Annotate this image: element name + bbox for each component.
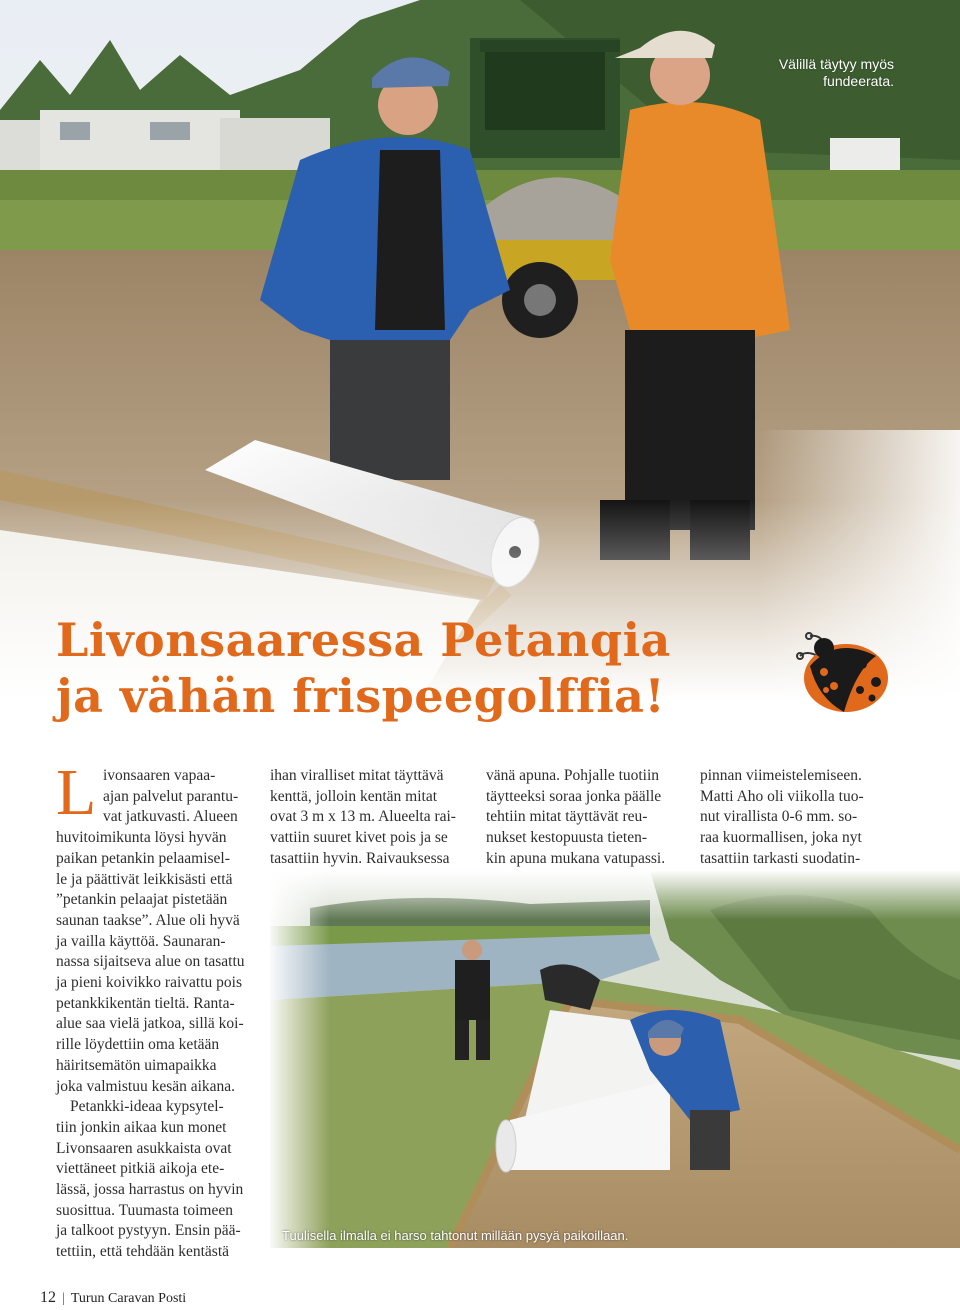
text-line: tasattiin hyvin. Raivauksessa: [270, 849, 450, 867]
text-line: huvitoimikunta löysi hyvän: [56, 829, 227, 847]
text-line: kin apuna mukana vatupassi.: [486, 849, 666, 867]
text-line: viettäneet pitkiä aikoja ete-: [56, 1160, 225, 1178]
text-line: nassa sijaitseva alue on tasattu: [56, 953, 245, 971]
footer-separator: |: [62, 1291, 65, 1306]
text-line: ”petankin pelaajat pistetään: [56, 891, 228, 909]
page-footer: [40, 1289, 186, 1307]
text-line: ja pieni koivikko raivattu pois: [56, 974, 242, 992]
text-line: ivonsaaren vapaa-: [103, 767, 216, 784]
text-line: vat jatkuvasti. Alueen: [103, 808, 238, 826]
ladybug-icon: [796, 626, 892, 716]
text-line: pinnan viimeistelemiseen.: [700, 767, 862, 784]
text-line: alue saa vielä jatkoa, sillä koi-: [56, 1015, 244, 1033]
text-line: kenttä, jolloin kentän mitat: [270, 787, 438, 805]
hero-caption-line: fundeerata.: [823, 73, 894, 89]
text-line: ajan palvelut parantu-: [103, 787, 239, 805]
text-line: vänä apuna. Pohjalle tuotiin: [486, 767, 660, 784]
text-line: tiin jonkin aikaa kun monet: [56, 1118, 227, 1136]
headline-line-2: ja vähän frispeegolffia!: [56, 669, 666, 723]
article-headline: [56, 612, 816, 724]
text-line: tehtiin mitat täyttävät reu-: [486, 808, 648, 826]
text-line: ihan viralliset mitat täyttävä: [270, 767, 444, 784]
text-line: petankkikentän tieltä. Ranta-: [56, 994, 235, 1012]
text-line: saunan taakse”. Alue oli hyvä: [56, 911, 240, 929]
text-line: ja talkoot pystyyn. Ensin pää-: [56, 1222, 241, 1240]
text-line: raa kuormallisen, joka nyt: [700, 829, 862, 847]
text-line: joka valmistuu kesän aikana.: [56, 1077, 236, 1095]
text-line: Livonsaaren asukkaista ovat: [56, 1139, 232, 1157]
text-line: lässä, jossa harrastus on hyvin: [56, 1181, 244, 1199]
text-line: le ja päättivät leikkisästi että: [56, 870, 233, 888]
text-line: paikan petankin pelaamisel-: [56, 849, 230, 867]
text-line: nut virallista 0-6 mm. so-: [700, 808, 858, 826]
text-line: ja vailla käyttöä. Saunaran-: [56, 932, 226, 950]
text-line: tettiin, että tehdään kentästä: [56, 1243, 230, 1261]
hero-caption-line: Välillä täytyy myös: [778, 56, 894, 72]
drop-cap: L: [56, 756, 97, 829]
text-line: täytteeksi soraa jonka päälle: [486, 787, 662, 805]
page-number: 12: [40, 1289, 56, 1306]
text-line: häiritsemätön uimapaikka: [56, 1056, 217, 1074]
text-line: Petankki-ideaa kypsytel-: [70, 1098, 224, 1116]
bottom-photo-caption: Tuulisella ilmalla ei harso tahtonut millään pysyä paikoillaan.: [282, 1228, 629, 1243]
text-line: rille löydettiin oma ketään: [56, 1036, 220, 1054]
text-line: tasattiin tarkasti suodatin-: [700, 849, 861, 867]
publication-name: Turun Caravan Posti: [70, 1291, 187, 1306]
headline-line-1: Livonsaaressa Petanqia: [56, 613, 671, 667]
hero-caption: [694, 56, 894, 90]
text-line: Matti Aho oli viikolla tuo-: [700, 787, 864, 805]
text-column-1: [56, 766, 256, 1263]
text-line: nukset kestopuusta tieten-: [486, 829, 647, 847]
text-line: vattiin suuret kivet pois ja se: [270, 829, 448, 847]
text-line: suosittua. Tuumasta toimeen: [56, 1201, 233, 1219]
bottom-photo: [270, 870, 960, 1248]
text-line: ovat 3 m x 13 m. Alueelta rai-: [270, 808, 456, 826]
